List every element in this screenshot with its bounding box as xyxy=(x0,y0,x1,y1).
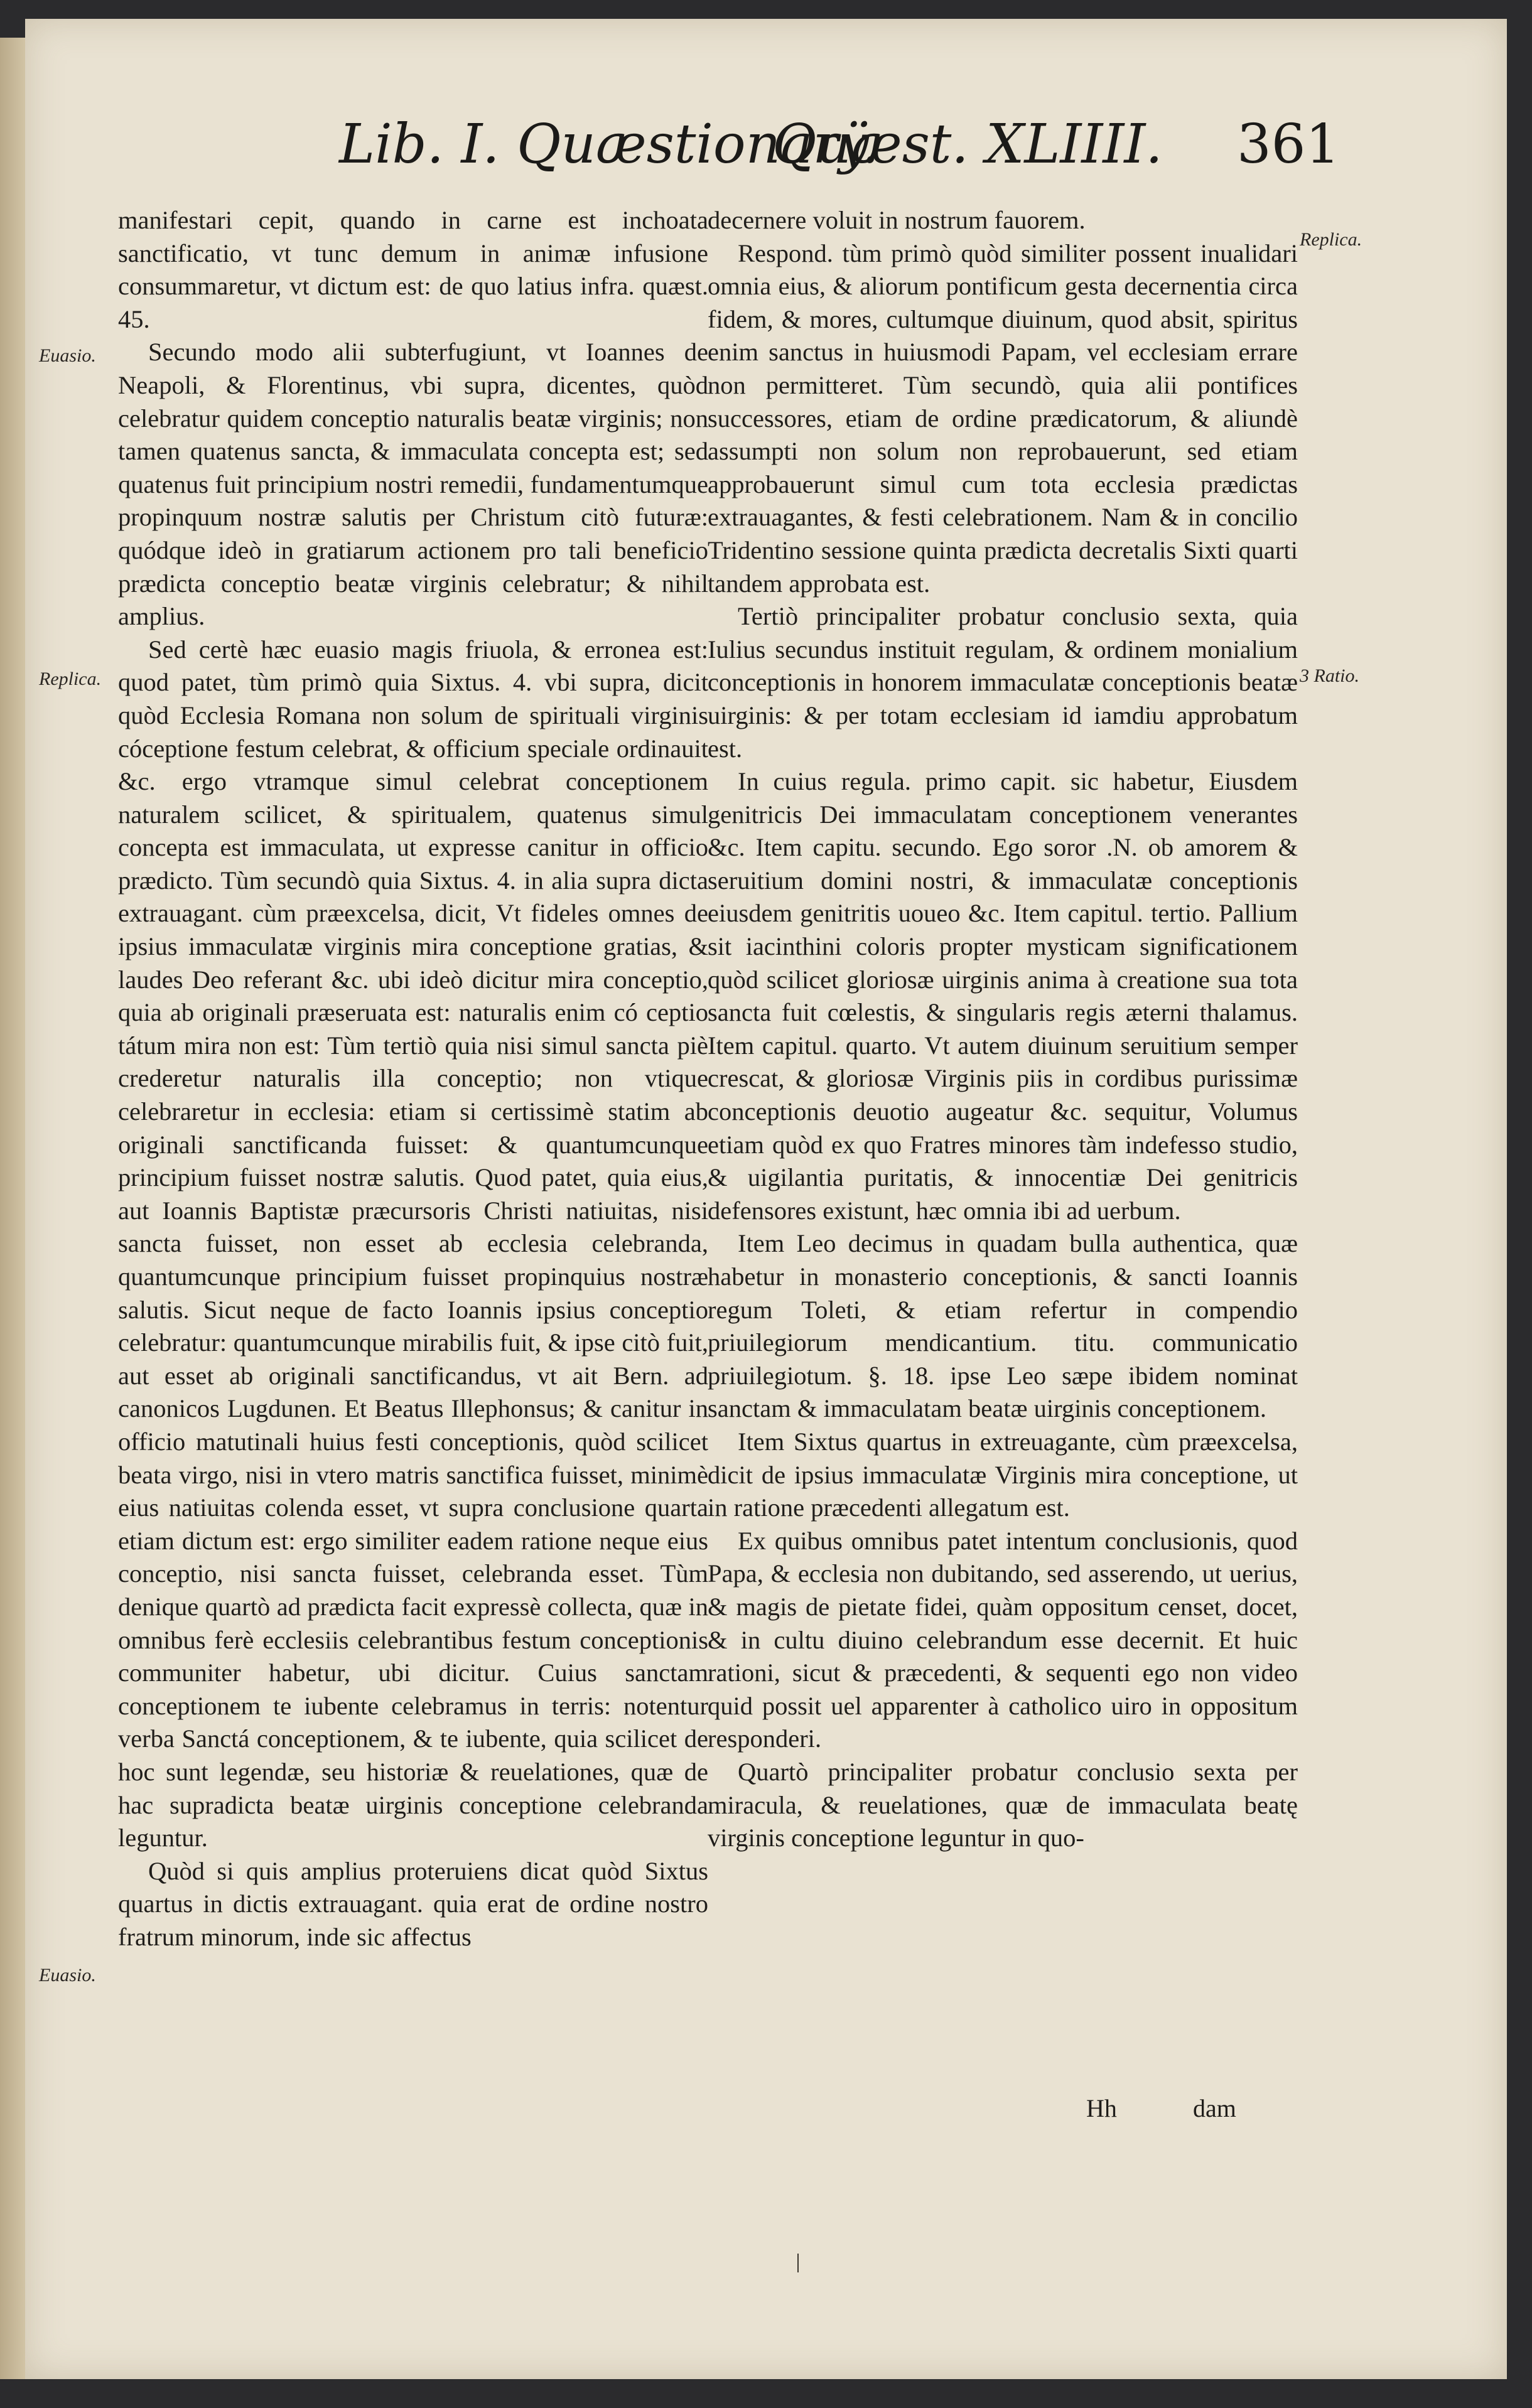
paragraph: Tertiò principaliter probatur conclusio sexta, quia Iulius secundus instituit regulam, & ordinem monialium conceptionis in honorem immaculatæ conceptionis beatæ uirginis: & per totam ecclesiam id iamdiu approbatum est. xyxy=(708,602,1298,763)
catchword: dam xyxy=(1193,2094,1236,2122)
margin-note-ratio: 3 Ratio. xyxy=(1300,665,1359,686)
running-head xyxy=(25,113,1507,188)
book-page xyxy=(25,19,1507,2379)
margin-note-replica-2: Replica. xyxy=(1300,229,1362,250)
paragraph: Ex quibus omnibus patet intentum conclusionis, quod Papa, & ecclesia non dubitando, sed asserendo, ut uerius, & magis de pietate fidei, quàm oppositum censet, docet, & in cultu diuino celebrandum esse decernit. Et huic rationi, sicut & præcedenti, & sequenti ego non video quid possit uel apparenter à catholico uiro in oppositum responderi. xyxy=(708,1526,1298,1753)
signature-mark: Hh xyxy=(1086,2094,1117,2122)
paragraph: decernere voluit in nostrum fauorem. xyxy=(708,206,1086,234)
paragraph: In cuius regula. primo capit. sic habetur, Eiusdem genitricis Dei immaculatam conceptionem venerantes &c. Item capitu. secundo. Ego soror .N. ob amorem & seruitium domini nostri, & immaculatæ conceptionis eiusdem genitritis uoueo &c. Item capitul. tertio. Pallium sit iacinthini coloris propter mysticam significationem quòd scilicet gloriosæ uirginis anima à creatione sua tota sancta fuit cœlestis, & singularis regis æterni thalamus. Item capitul. quarto. Vt autem diuinum seruitium semper crescat, & gloriosæ Virginis piis in cordibus purissimæ conceptionis deuotio augeatur &c. sequitur, Volumus etiam quòd ex quo Fratres minores tàm indefesso studio, & uigilantia puritatis, & innocentiæ Dei genitricis defensores existunt, hæc omnia ibi ad uerbum. xyxy=(708,767,1298,1225)
paragraph: Sed certè hæc euasio magis friuola, & erronea est: quod patet, tùm primò quia Sixtus. 4. vbi supra, dicit quòd Ecclesia Romana non solum de spirituali virginis cóceptione festum celebrat, & officium speciale ordinauit &c. ergo vtramque simul celebrat conceptionem naturalem scilicet, & spiritualem, quatenus simul concepta est immaculata, ut expresse canitur in officio prædicto. Tùm secundò quia Sixtus. 4. in alia supra dicta extrauagant. cùm præexcelsa, dicit, Vt fideles omnes de ipsius immaculatæ virginis mira conceptione gratias, & laudes Deo referant &c. ubi ideò dicitur mira conceptio, quia ab originali præseruata est: naturalis enim có ceptio tátum mira non est: Tùm tertiò quia nisi simul sancta piè crederetur naturalis illa conceptio; non vtique celebraretur in ecclesia: etiam si certissimè statim ab originali sanctificanda fuisset: & quantumcunque principium fuisset nostræ salutis. Quod patet, quia eius, aut Ioannis Baptistæ præcursoris Christi natiuitas, nisi sancta fuisset, non esset ab ecclesia celebranda, quantumcunque principium fuisset propinquius nostræ salutis. Sicut neque de facto Ioannis ipsius conceptio celebratur: quantumcunque mirabilis fuit, & ipse citò fuit, aut esset ab originali sanctificandus, vt ait Bern. ad canonicos Lugdunen. Et Beatus Illephonsus; & canitur in officio matutinali huius festi conceptionis, quòd scilicet beata virgo, nisi in vtero matris sanctifica fuisset, minimè eius natiuitas colenda esset, vt supra conclusione quarta etiam dictum est: ergo similiter eadem ratione neque eius conceptio, nisi sancta fuisset, celebranda esset. Tùm denique quartò ad prædicta facit expressè collecta, quæ in omnibus ferè ecclesiis celebrantibus festum conceptionis communiter habetur, ubi dicitur. Cuius sanctam conceptionem te iubente celebramus in terris: notentur verba Sanctá conceptionem, & te iubente, quia scilicet de hoc sunt legendæ, seu historiæ & reuelationes, quæ de hac supradicta beatæ uirginis conceptione celebranda leguntur. xyxy=(118,635,708,1852)
margin-note-euasio: Euasio. xyxy=(39,345,96,366)
running-head-question: Quæst. XLIIII. xyxy=(772,113,1163,176)
paragraph: Item Sixtus quartus in extreuagante, cùm præexcelsa, dicit de ipsius immaculatæ Virginis mira conceptione, ut in ratione præcedenti allegatum est. xyxy=(708,1427,1298,1522)
paragraph: Respond. tùm primò quòd similiter possent inualidari omnia eius, & aliorum pontificum gesta decernentia circa fidem, & mores, cultumque diuinum, quod absit, spiritus enim sanctus in huiusmodi Papam, vel ecclesiam errare non permitteret. Tùm secundò, quia alii pontifices successores, etiam de ordine prædicatorum, & aliundè assumpti non solum non reprobauerunt, sed etiam approbauerunt simul cum tota ecclesia prædictas extrauagantes, & festi celebrationem. Nam & in concilio Tridentino sessione quinta prædicta decretalis Sixti quarti tandem approbata est. xyxy=(708,239,1298,598)
running-head-book: Lib. I. Quæstionarÿ. xyxy=(339,113,879,176)
page-number: 361 xyxy=(1237,113,1340,176)
margin-note-replica: Replica. xyxy=(39,669,102,689)
paragraph: manifestari cepit, quando in carne est inchoata sanctificatio, vt tunc demum in animæ infusione consummaretur, vt dictum est: de quo latius infra. quæst. 45. xyxy=(118,206,708,333)
paragraph: Secundo modo alii subterfugiunt, vt Ioannes de Neapoli, & Florentinus, vbi supra, dicentes, quòd celebratur quidem conceptio naturalis beatæ virginis; non tamen quatenus sancta, & immaculata concepta est; sed quatenus fuit principium nostri remedii, fundamentumque propinquum nostræ salutis per Christum citò futuræ: quódque ideò in gratiarum actionem pro tali beneficio prædicta conceptio beatæ virginis celebratur; & nihil amplius. xyxy=(118,338,708,631)
paragraph: Item Leo decimus in quadam bulla authentica, quæ habetur in monasterio conceptionis, & sancti Ioannis regum Toleti, & etiam refertur in compendio priuilegiorum mendicantium. titu. communicatio priuilegiotum. §. 18. ipse Leo sæpe ibidem nominat sanctam & immaculatam beatæ uirginis conceptionem. xyxy=(708,1229,1298,1423)
paragraph: Quòd si quis amplius proteruiens dicat quòd Sixtus quartus in dictis extrauagant. quia erat de ordine nostro fratrum minorum, inde sic affectus xyxy=(118,1856,708,1951)
left-column xyxy=(118,204,708,1954)
page-mark xyxy=(797,2254,799,2272)
margin-note-euasio-2: Euasio. xyxy=(39,1965,96,1986)
right-column xyxy=(708,204,1298,1855)
paragraph: Quartò principaliter probatur conclusio sexta per miracula, & reuelationes, quæ de immaculata beatę virginis conceptione leguntur in quo- xyxy=(708,1757,1298,1852)
